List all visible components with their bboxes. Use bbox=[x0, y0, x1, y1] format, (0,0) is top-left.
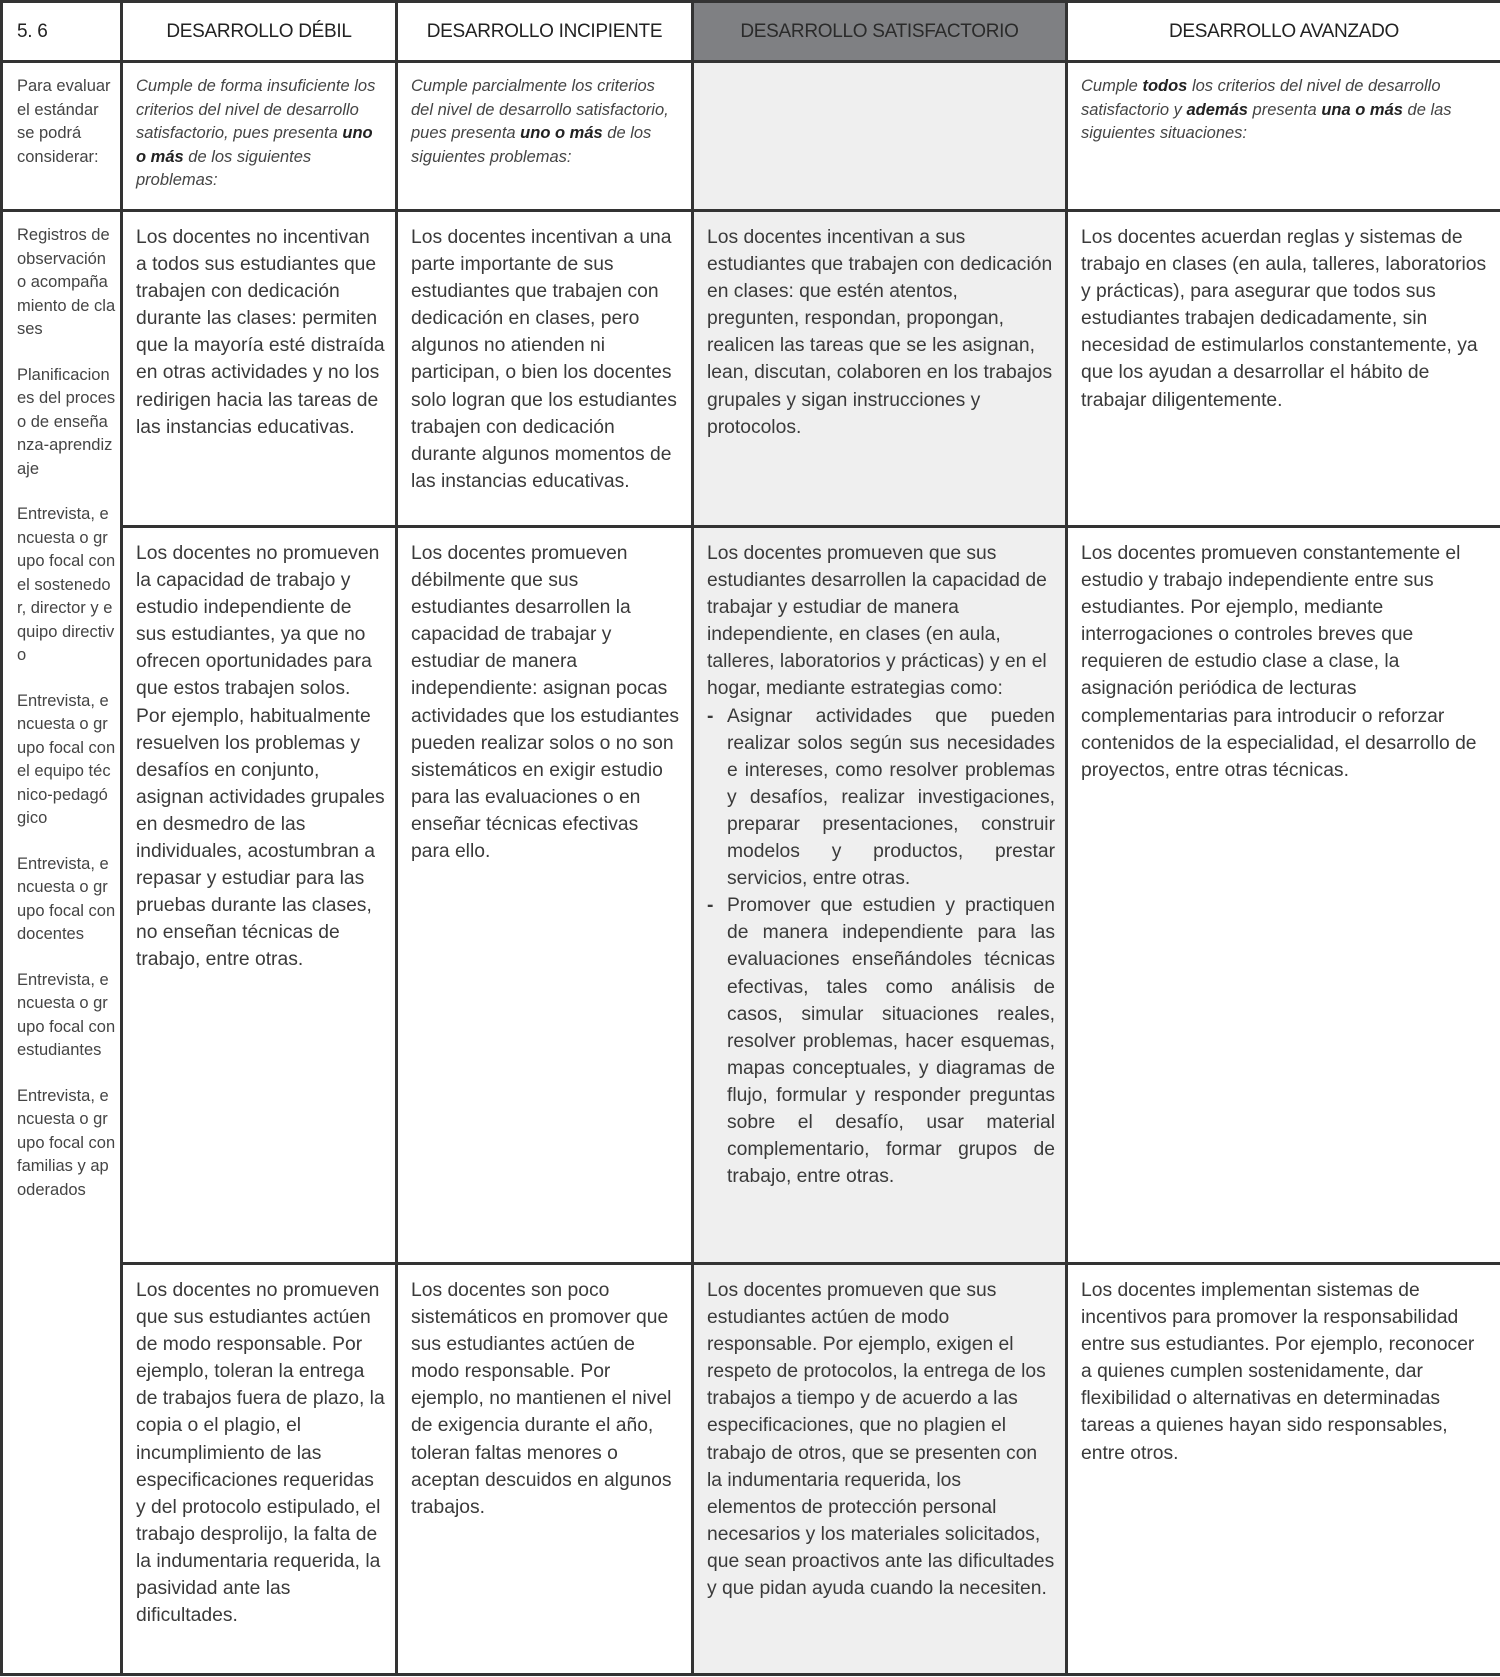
standard-code: 5. 6 bbox=[2, 2, 122, 62]
criterion-row bbox=[2, 527, 1500, 1264]
criterion-row bbox=[2, 211, 1500, 527]
cell-debil: Los docentes no incentivan a todos sus estudiantes que trabajen con dedicación durante las clases: permiten que la mayoría esté distraída en otras actividades y no los redirigen hacia las tareas de las instancias educativas. bbox=[122, 211, 397, 527]
dash-bullet-icon: - bbox=[707, 705, 714, 727]
level-header-debil: DESARROLLO DÉBIL bbox=[122, 2, 397, 62]
evidence-source-item: Entrevista, encuesta o grupo focal con docentes bbox=[17, 854, 116, 943]
intro-satisfactorio bbox=[693, 62, 1067, 211]
intro-avanzado bbox=[1067, 62, 1500, 211]
intro-text: presenta bbox=[1247, 100, 1322, 119]
cell-avanzado: Los docentes acuerdan reglas y sistemas de trabajo en clases (en aula, talleres, laboratorios y prácticas), para asegurar que todos sus estudiantes trabajen dedicadamente, sin necesidad de estimularlos constantemente, ya que los ayudan a desarrollar el hábito de trabajar diligentemente. bbox=[1067, 211, 1500, 527]
intro-emphasis: todos bbox=[1142, 77, 1188, 95]
intro-text: Cumple parcialmente los criterios del nivel de desarrollo satisfactorio, pues presenta bbox=[411, 77, 669, 142]
level-header-avanzado: DESARROLLO AVANZADO bbox=[1067, 2, 1500, 62]
intro-emphasis: uno o más bbox=[520, 124, 603, 142]
cell-debil: Los docentes no promueven que sus estudiantes actúen de modo responsable. Por ejemplo, toleran la entrega de trabajos fuera de plazo, la copia o el plagio, el incumplimiento de las especificaciones requeridas y del protocolo estipulado, el trabajo desprolijo, la falta de la indumentaria requerida, la pasividad ante las dificultades. bbox=[122, 1264, 397, 1675]
cell-satisfactorio-text: Los docentes promueven que sus estudiantes desarrollen la capacidad de trabajar y estudiar de manera independiente, en clases (en aula, talleres, laboratorios y prácticas) y en el hogar, mediante estrategias como: bbox=[707, 543, 1047, 700]
intro-row bbox=[2, 62, 1500, 211]
evidence-source-item: Entrevista, encuesta o grupo focal con familias y apoderados bbox=[17, 1086, 116, 1199]
header-row bbox=[2, 2, 1500, 62]
cell-incipiente: Los docentes incentivan a una parte importante de sus estudiantes que trabajen con dedicación en clases, pero algunos no atienden ni participan, o bien los docentes solo logran que los estudiantes trabajen con dedicación durante algunos momentos de las instancias educativas. bbox=[397, 211, 693, 527]
intro-text: de las siguientes situaciones: bbox=[1081, 100, 1452, 142]
criterion-row bbox=[2, 1264, 1500, 1675]
intro-incipiente bbox=[397, 62, 693, 211]
level-header-satisfactorio: DESARROLLO SATISFACTORIO bbox=[693, 2, 1067, 62]
intro-text: Cumple bbox=[1081, 77, 1143, 95]
dash-bullet-icon: - bbox=[707, 895, 714, 917]
cell-satisfactorio bbox=[693, 527, 1067, 1264]
evidence-source-item: Planificaciones del proceso de enseñanza-aprendizaje bbox=[17, 365, 116, 478]
intro-text: de los siguientes problemas: bbox=[136, 147, 312, 189]
cell-incipiente: Los docentes promueven débilmente que sus estudiantes desarrollen la capacidad de trabajar y estudiar de manera independiente: asignan pocas actividades que los estudiantes pueden realizar solos o no son sistemáticos en exigir estudio para las evaluaciones o en enseñar técnicas efectivas para ello. bbox=[397, 527, 693, 1264]
intro-emphasis: una o más bbox=[1321, 100, 1403, 119]
strategy-text: Promover que estudien y practiquen de manera independiente para las evaluaciones enseñándoles técnicas efectivas, tales como análisis de casos, simular situaciones reales, resolver problemas, hacer esquemas, mapas conceptuales, y diagramas de flujo, formular y responder preguntas sobre el desafío, usar material complementario, formar grupos de trabajo, entre otras. bbox=[727, 895, 1055, 1188]
evaluation-lead: Para evaluar el estándar se podrá considerar: bbox=[2, 62, 122, 211]
cell-avanzado: Los docentes promueven constantemente el estudio y trabajo independiente entre sus estudiantes. Por ejemplo, mediante interrogaciones o controles breves que requieren de estudio clase a clase, la asignación periódica de lecturas complementarias para introducir o reforzar contenidos de la especialidad, el desarrollo de proyectos, entre otras técnicas. bbox=[1067, 527, 1500, 1264]
intro-emphasis: además bbox=[1186, 100, 1248, 119]
level-header-incipiente: DESARROLLO INCIPIENTE bbox=[397, 2, 693, 62]
cell-satisfactorio: Los docentes promueven que sus estudiantes actúen de modo responsable. Por ejemplo, exigen el respeto de protocolos, la entrega de los trabajos a tiempo y de acuerdo a las especificaciones, que no plagien el trabajo de otros, que se presenten con la indumentaria requerida, los elementos de protección personal necesarios y los materiales solicitados, que sean proactivos ante las dificultades y que pidan ayuda cuando la necesiten. bbox=[693, 1264, 1067, 1675]
intro-text: Cumple de forma insuficiente los criterios del nivel de desarrollo satisfactorio, pues presenta bbox=[136, 77, 376, 142]
strategy-list-item bbox=[707, 892, 1055, 1190]
intro-emphasis: uno o más bbox=[136, 124, 373, 166]
strategy-text: Asignar actividades que pueden realizar solos según sus necesidades e intereses, como resolver problemas y desafíos, realizar investigaciones, preparar presentaciones, construir modelos y productos, prestar servicios, entre otras. bbox=[727, 705, 1055, 890]
cell-avanzado: Los docentes implementan sistemas de incentivos para promover la responsabilidad entre sus estudiantes. Por ejemplo, reconocer a quienes cumplen sostenidamente, dar flexibilidad o alternativas en determinadas tareas a quienes hayan sido responsables, entre otros. bbox=[1067, 1264, 1500, 1675]
intro-text: los criterios del nivel de desarrollo satisfactorio y bbox=[1081, 77, 1441, 119]
cell-debil: Los docentes no promueven la capacidad de trabajo y estudio independiente de sus estudiantes, ya que no ofrecen oportunidades para que estos trabajen solos. Por ejemplo, habitualmente resuelven los problemas y desafíos en conjunto, asignan actividades grupales en desmedro de las individuales, acostumbran a repasar y estudiar para las pruebas durante las clases, no enseñan técnicas de trabajo, entre otras. bbox=[122, 527, 397, 1264]
strategy-list-item bbox=[707, 703, 1055, 893]
cell-satisfactorio: Los docentes incentivan a sus estudiantes que trabajen con dedicación en clases: que estén atentos, pregunten, respondan, propongan, realicen las tareas que se les asignan, lean, discutan, colaboren en los trabajos grupales y sigan instrucciones y protocolos. bbox=[693, 211, 1067, 527]
evidence-source-item: Entrevista, encuesta o grupo focal con estudiantes bbox=[17, 970, 116, 1059]
evidence-source-item: Registros de observación o acompañamiento de clases bbox=[17, 226, 116, 338]
intro-text: de los siguientes problemas: bbox=[411, 124, 652, 166]
cell-incipiente: Los docentes son poco sistemáticos en promover que sus estudiantes actúen de modo responsable. Por ejemplo, no mantienen el nivel de exigencia durante el año, toleran faltas menores o aceptan descuidos en algunos trabajos. bbox=[397, 1264, 693, 1675]
evidence-sources bbox=[2, 211, 122, 1675]
strategy-list bbox=[707, 703, 1055, 1191]
evidence-source-item: Entrevista, encuesta o grupo focal con el equipo técnico-pedagógico bbox=[17, 691, 116, 827]
intro-debil bbox=[122, 62, 397, 211]
evidence-source-item: Entrevista, encuesta o grupo focal con el sostenedor, director y equipo directivo bbox=[17, 505, 116, 664]
